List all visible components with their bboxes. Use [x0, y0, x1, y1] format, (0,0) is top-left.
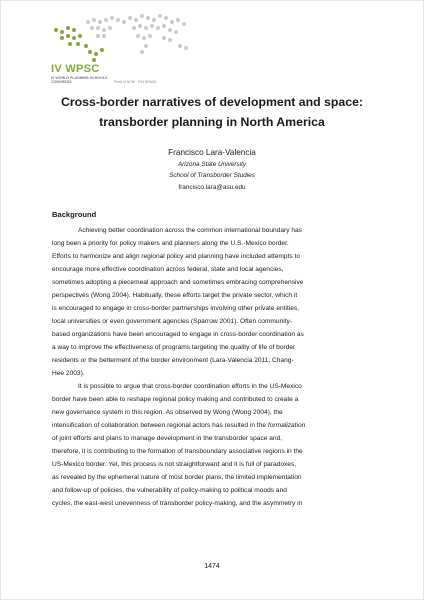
body-line: residents or the betterment of the border environment (Lara-Valencia 2011; Chang- [52, 357, 294, 364]
body-line: therefore, it is contributing to the formation of transboundary associative regions in the [52, 448, 303, 455]
body-line: US-Mexico border. Yet, this process is not straightforward and it is full of paradoxes, [52, 461, 297, 468]
body-line: long been a priority for policy makers and planners along the U.S.-Mexico border. [52, 240, 289, 247]
body-line: as revealed by the ephemeral nature of most border plans, the limited implementation [52, 474, 302, 481]
body-line: Achieving better coordination across the common international boundary has [78, 227, 302, 234]
body-line: perspectives (Wong 2004). Habitually, these efforts target the private sector, which it [52, 292, 298, 299]
author-email: francisco.lara@asu.edu [178, 184, 246, 191]
body-line: encourage more effective coordination across federal, state and local agencies, [52, 266, 284, 273]
author-affiliation: School of Transborder Studies [169, 172, 255, 179]
title-line: Cross-border narratives of development and space: [60, 95, 364, 109]
body-line: sometimes adopting a piecemeal approach and sometimes embracing comprehensive [52, 279, 304, 286]
body-line: based organizations have been encouraged to engage in cross-border coordination as [52, 331, 304, 338]
wpsc-logo [48, 8, 198, 85]
logo-text: IV WPSC [51, 63, 100, 75]
logo-location: Perth of NOW · RIO BRAZIL [114, 80, 157, 84]
body-line: Hee 2003). [52, 370, 85, 377]
body-line: It is possible to argue that cross-border coordination efforts in the US-Mexico [78, 383, 302, 390]
body-line: of joint efforts and plans to manage development in the transborder space and, [52, 435, 283, 442]
body-line: Efforts to harmonize and align regional policy and planning have included attempts to [52, 253, 301, 260]
body-line: border have been able to reshape regional policy making and contributed to create a [52, 396, 299, 403]
body-line: cycles, the east-west unevenness of transborder policy-making, and the asymmetry in [52, 500, 303, 507]
paper-title [30, 92, 394, 132]
author-affiliation: Arizona State University [177, 161, 247, 168]
logo-subtitle: IV WORLD PLANNING SCHOOLS CONGRESS [51, 76, 108, 85]
body-line: and follow-up of policies, the vulnerability of policy-making to political moods and [52, 487, 287, 494]
body-line: local universities or even government agencies (Sparrow 2001). Often community- [52, 318, 293, 325]
world-map-dots-icon [48, 8, 198, 64]
body-line: intensification of collaboration between regional actors has resulted in the formalization [52, 422, 306, 429]
author-name: Francisco Lara-Valencia [168, 148, 256, 157]
page-number: 1474 [204, 563, 220, 570]
title-line: transborder planning in North America [99, 115, 325, 129]
body-text [52, 224, 374, 510]
body-line: new governance system in this region. As observed by Wong (Wong 2004), the [52, 409, 283, 416]
body-line: a way to improve the effectiveness of programs targeting the quality of life of border [52, 344, 296, 351]
section-heading: Background [52, 210, 97, 219]
emphasized-term: formalization [267, 422, 306, 429]
body-line: is encouraged to engage in cross-border partnerships involving other private entities, [52, 305, 300, 312]
